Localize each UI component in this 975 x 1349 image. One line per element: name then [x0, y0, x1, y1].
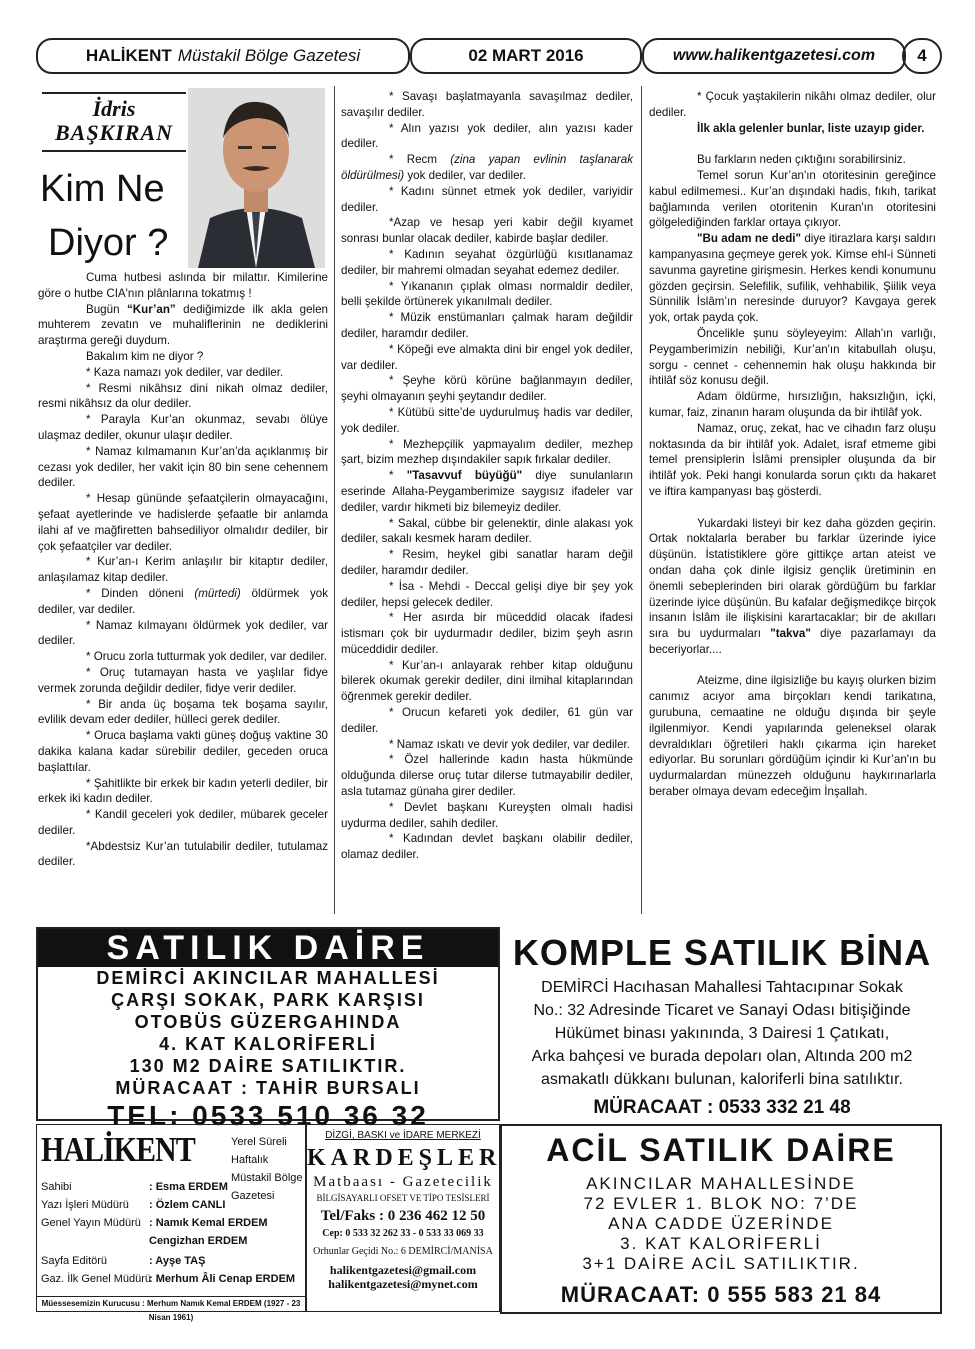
paragraph: Öncelikle şunu söyleyeyim: Allah'ın varlığı, Peygamberimizin nebiliği, Kur’an'ın kitabullah oluşu, sorgu - cennet - cehennemin hak oluşu hakkında bir ihtilâf söz konusu değil.	[649, 326, 936, 388]
printer-name: KARDEŞLER	[307, 1145, 502, 1171]
paragraph: * "Tasavvuf büyüğü" diye sunulanların eserinde Allaha-Peygamberimize saygısız ifadeler var dediler, vardır hikmeti biz bilemeyiz dediler.	[341, 469, 633, 514]
paragraph: * Her asırda bir müceddid olacak ifadesi istismarı çok bir uydurmadır dediler, bizim şeyh asrın müceddidir dediler.	[341, 611, 633, 656]
paragraph: * Sakal, cübbe bir gelenektir, dinle alakası yok dediler, sakalı kesmek haram dediler.	[341, 516, 633, 546]
paragraph: Yukardaki listeyi bir kez daha gözden geçirin. Ortak noktalarla beraber bu farklar üzerinde iyice düşünün. İstatistiklere göre gittikçe artan ateist ve ondan daha çok dinle ilgisiz gençlik üretiminin en önemli sebeplerinden biri olarak gördüğüm bu farklar üzerinde iyice düşünün. Bu kafalar değişmedikçe birçok insanın İslâm ile ilişkisini karartacaklar; bir de akılları sıra bu uydurmaları "takva" diye pazarlamayı da beceriyorlar....	[649, 516, 936, 656]
headline-line-2: Diyor ?	[48, 222, 169, 264]
ad-line: Hükümet binası yakınında, 3 Dairesi 1 Çatıkatı,	[554, 1025, 890, 1042]
paragraph: * Kadından devlet başkanı olabilir dediler, olamaz dediler.	[341, 832, 633, 862]
ad-contact: MÜRACAAT : 0533 332 21 48	[593, 1097, 851, 1118]
paragraph: * Kur’an-ı Kerim anlaşılır bir kitaptır dediler, anlaşılamaz kitap dediler.	[38, 555, 328, 585]
masthead-founder: Müessesemizin Kurucusu : Merhum Namık Kemal ERDEM (1927 - 23 Nisan 1961)	[37, 1296, 305, 1311]
printer-type: Matbaası - Gazetecilik	[313, 1174, 493, 1190]
paragraph: * Kur’an-ı anlayarak rehber kitap olduğunu bilerek okumak gerekir dediler, dini ilmihal kitaplarından öğrenmek gerekir dediler.	[341, 658, 633, 704]
newspaper-name: HALİKENT	[85, 46, 172, 65]
column-divider	[641, 86, 642, 914]
ad-line: 4. KAT KALORİFERLİ	[159, 1034, 377, 1054]
ad-line: AKINCILAR MAHALLESİNDE	[586, 1174, 856, 1193]
row-value: : Ayşe TAŞ	[149, 1255, 206, 1267]
paragraph: * Namaz kılmayanı öldürmek yok dediler, var dediler.	[38, 618, 328, 648]
paragraph: İlk akla gelenler bunlar, liste uzayıp gider.	[697, 121, 925, 135]
ad-contact: MÜRACAAT: 0 555 583 21 84	[560, 1282, 882, 1307]
ad-line: No.: 32 Adresinde Ticaret ve Sanayi Odası bitişiğinde	[533, 1002, 911, 1019]
paragraph: * Yıkananın çıplak olması normaldir dediler, belli şekilde örtünerek yıkanılmalı dediler.	[341, 279, 633, 309]
ad-line: Arka bahçesi ve burada depoları olan, Altında 200 m2	[531, 1048, 913, 1065]
printer-mobile: Cep: 0 533 32 262 33 - 0 533 33 069 33	[322, 1228, 484, 1239]
printer-phone: Tel/Faks : 0 236 462 12 50	[320, 1208, 486, 1224]
masthead-logo: HALİKENT	[41, 1131, 195, 1169]
paragraph: * Bir anda üç boşama tek boşama sayılır, evlilik devam eder dediler, hülleci gerek dediler.	[38, 697, 328, 727]
paragraph: * Oruca başlama vakti güneş doğuş vaktine 30 dakika kalana kadar sürebilir dediler, geceden oruca başlattılar.	[38, 729, 328, 774]
paragraph: Bakalım kim ne diyor ?	[86, 349, 204, 363]
paragraph: Cuma hutbesi aslında bir milattır. Kimilerine göre o hutbe CIA'nın plânlarına tokatmış !	[38, 271, 328, 300]
printer-facilities: BİLGİSAYARLI OFSET VE TİPO TESİSLERİ	[316, 1193, 490, 1203]
paragraph: * Kadını sünnet etmek yok dediler, variyidir dediler.	[341, 184, 633, 214]
article-column-1	[38, 270, 328, 870]
ad-komple-satilik-bina	[506, 930, 938, 1122]
paragraph: * Mezhepçilik yapmayalım dediler, mezhep şart, bizim mezhep dışındakiler sapık fırkalar dediler.	[341, 437, 633, 467]
masthead-row	[41, 1217, 268, 1229]
paragraph: * Recm (zina yapan evlinin taşlanarak öldürülmesi) yok dediler, var dediler.	[341, 153, 633, 182]
author-first-name: İdris	[92, 96, 136, 121]
row-value: : Esma ERDEM	[149, 1181, 228, 1193]
website: www.halikentgazetesi.com	[642, 38, 906, 74]
printer-email-1: halikentgazetesi@gmail.com	[329, 1263, 477, 1277]
row-label: Sayfa Editörü	[41, 1255, 108, 1267]
row-label: Sahibi	[41, 1181, 72, 1193]
column-divider	[334, 86, 335, 914]
ad-title: SATILIK DAİRE	[38, 929, 498, 967]
paragraph: *Azap ve hesap yeri kabir değil kıyamet sonrası bunlar olacak dediler, kabirde başlar dediler.	[341, 216, 633, 246]
paragraph: *Abdestsiz Kur’an tutulabilir dediler, tutulamaz dediler.	[38, 839, 328, 869]
paragraph: * Savaşı başlatmayanla savaşılmaz dediler, savaşılır dediler.	[341, 90, 633, 119]
paragraph: * Oruç tutamayan hasta ve yaşlılar fidye vermek zorunda değildir dediler, fidye verir dediler.	[38, 665, 328, 695]
ad-acil-satilik-daire	[500, 1124, 942, 1314]
ad-line: 130 M2 DAİRE SATILIKTIR.	[129, 1056, 407, 1076]
paragraph: * Şahitlikte bir erkek bir kadın yeterli dediler, bir erkek iki kadın dediler.	[38, 776, 328, 806]
row-value: : Namık Kemal ERDEM	[149, 1217, 268, 1229]
paragraph: * Orucu zorla tutturmak yok dediler, var dediler.	[86, 650, 327, 664]
ad-line: DEMİRCİ Hacıhasan Mahallesi Tahtacıpınar Sokak	[541, 979, 903, 996]
ad-title: KOMPLE SATILIK BİNA	[512, 932, 932, 973]
paragraph: * Kaza namazı yok dediler, var dediler.	[86, 365, 284, 379]
paragraph: Namaz, oruç, zekat, hac ve cihadın farz oluşu noktasında da bir ihtilâf yok. Adalet, israf etmeme gibi temel prensiplerin İslâmi prensipler oluşunda da bir ihtilâf yok. Peki hangi konularda sorun çıktı da hakaret ve iftira kampanyası baş gösterdi.	[649, 421, 936, 498]
ad-line: 72 EVLER 1. BLOK NO: 7’DE	[583, 1194, 859, 1213]
masthead-box	[36, 1124, 306, 1322]
paragraph: * Hesap gününde şefaatçilerin olmayacağını, şefaat ayetlerinde ve hadislerde şefaatle bir anlamda ilahi af ve mağfiretten bahsediliyor olmalıdır dediler, bir çok şefaatçiler var dediler.	[38, 492, 328, 553]
row-value: Cengizhan ERDEM	[149, 1235, 248, 1247]
newspaper-name-box	[36, 38, 410, 74]
ad-line: OTOBÜS GÜZERGAHINDA	[134, 1012, 402, 1032]
masthead-sub2: Müstakil Bölge Gazetesi	[231, 1172, 303, 1202]
paragraph: * Namaz ıskatı ve devir yok dediler, var dediler.	[389, 737, 630, 751]
paragraph: * Resmi nikâhsız dini nikah olmaz dediler, resmi nikâhsız da olur dediler.	[38, 381, 328, 411]
author-photo	[188, 88, 325, 268]
ad-line: 3+1 DAİRE ACİL SATILIKTIR.	[582, 1254, 860, 1273]
author-last-name: BAŞKIRAN	[54, 120, 174, 145]
paragraph: Ateizme, dine ilgisizliğe bu kayış olurken bizim canımız acıyor ama birçokları kendi tarikatına, gurubuna, cemaatine ne olduğu dışında bir şeyle ilgilenmiyor. Kendi yapılarında geleneksel olarak devraldıkları öğretileri haklı çıkarma için hareket ediyorlar. Bu sorunları gördüğüm içindir ki Kur’an'ın bu uydurmalardan münezzeh olduğunu haykırınarlarla beraber olmaya devam edeceğim İnşallah.	[649, 674, 936, 799]
printer-box	[306, 1124, 500, 1312]
paragraph: * Devlet başkanı Kureyşten olmalı hadisi uydurma dediler, sahih dediler.	[341, 800, 633, 830]
masthead-row	[41, 1181, 228, 1193]
paragraph: * Müzik enstümanları çalmak haram değildir dediler, haramdır dediler.	[341, 311, 633, 340]
row-label: Yazı İşleri Müdürü	[41, 1199, 129, 1211]
author-box	[42, 92, 186, 152]
ad-line: ANA CADDE ÜZERİNDE	[608, 1214, 834, 1233]
headline-line-1: Kim Ne	[40, 168, 165, 210]
masthead-row	[41, 1273, 296, 1285]
paragraph: Bugün “Kur’an” dediğimizde ilk akla gelen muhterem zevatın ve muhaliflerinin ne dediklerini araştırma gereği duydum.	[38, 302, 328, 348]
ad-satilik-daire	[36, 927, 500, 1131]
article-column-2	[341, 89, 633, 863]
page-number: 4	[902, 38, 942, 74]
ad-title: ACİL SATILIK DAİRE	[546, 1132, 896, 1168]
paragraph: Adam öldürme, hırsızlığın, haksızlığın, içki, kumar, faiz, zinanın haram oluşunda da bir ihtilâf yok.	[649, 390, 936, 419]
paragraph: Temel sorun Kur’an'ın otoritesinin gereğince kabul edilmemesi.. Kur’an dışındaki hadis, fıkıh, tarikat bağlamında verilen otoritenin Kuran'ın otoritesini gölgelediğinden farklar ortaya çıkıyor.	[649, 168, 936, 230]
ad-phone: TEL: 0533 510 36 32	[107, 1100, 429, 1131]
masthead-row	[41, 1255, 206, 1267]
paragraph: * Dinden döneni (mürtedi) öldürmek yok dediler, var dediler.	[38, 586, 328, 616]
paragraph: * Namaz kılmamanın Kur’an’da açıklanmış bir cezası yok dediler, her vakit için 80 bin sene cehennem dediler.	[38, 444, 328, 490]
masthead-subtitle	[231, 1133, 311, 1205]
printer-email-2: halikentgazetesi@mynet.com	[328, 1277, 478, 1291]
paragraph: "Bu adam ne dedi" diye itirazlara karşı saldırı kampanyasına geçmeye gerek yok. Kimse ehl-i Sünneti savunma gayretine girişmesin. Herkes kendi konumunu gözden geçirsin. Selefilik, sufilik, vehhabilik, Şiilik veya Sünnilik İslâm’ın neresinde duruyor? Kavgaya gerek yok, ortak payda çok.	[649, 232, 936, 325]
paragraph: * İsa - Mehdi - Deccal gelişi diye bir şey yok dediler, hepsi gelecek dediler.	[341, 579, 633, 609]
printer-heading: DİZGİ, BASKI ve İDARE MERKEZİ	[325, 1130, 481, 1141]
paragraph: * Resim, heykel gibi sanatlar haram değil dediler, haramdır dediler.	[341, 548, 633, 577]
paragraph: * Orucun kefareti yok dediler, 61 gün var dediler.	[341, 706, 633, 735]
ad-line: ÇARŞI SOKAK, PARK KARŞISI	[111, 990, 425, 1010]
page-header	[36, 38, 940, 72]
row-label: Gaz. İlk Genel Müdürü	[41, 1273, 152, 1285]
ad-line: asmakatlı dükkanı bulunan, kaloriferli bina satılıktır.	[541, 1071, 903, 1088]
paragraph: * Kadının seyahat özgürlüğü kısıtlanamaz dediler, bir mahremi olmadan seyahat edemez dediler.	[341, 247, 633, 277]
paragraph: * Özel hallerinde kadın hasta hükmünde olduğunda dilerse oruç tutar dilerse tutmayabilir dediler, asla tutamaz günaha girer dediler.	[341, 753, 633, 799]
paragraph: * Alın yazısı yok dediler, alın yazısı kader dediler.	[341, 121, 633, 151]
paragraph: * Kütübü sitte’de uydurulmuş hadis var dediler, yok dediler.	[341, 405, 633, 435]
masthead-sub1: Yerel Süreli Haftalık	[231, 1136, 287, 1166]
ad-line: MÜRACAAT : TAHİR BURSALI	[115, 1078, 421, 1098]
issue-date: 02 MART 2016	[410, 38, 642, 74]
masthead-row	[41, 1199, 226, 1211]
paragraph: * Parayla Kur’an okunmaz, sevabı ölüye ulaşmaz dediler, okunur ulaşır dediler.	[38, 413, 328, 442]
paragraph: Bu farkların neden çıktığını sorabilirsiniz.	[697, 153, 906, 167]
ad-line: 3. KAT KALORİFERLİ	[620, 1234, 822, 1253]
row-value: : Merhum Âli Cenap ERDEM	[149, 1273, 296, 1285]
article-column-3	[649, 89, 936, 800]
paragraph: * Köpeği eve almakta dini bir engel yok dediler, var dediler.	[341, 342, 633, 372]
newspaper-subtitle: Müstakil Bölge Gazetesi	[177, 46, 361, 65]
printer-address: Orhunlar Geçidi No.: 6 DEMİRCİ/MANİSA	[313, 1246, 493, 1257]
paragraph: * Kandil geceleri yok dediler, mübarek geceler dediler.	[38, 808, 328, 837]
row-value: : Özlem CANLI	[149, 1199, 226, 1211]
paragraph: * Çocuk yaştakilerin nikâhı olmaz dediler, olur dediler.	[649, 90, 936, 119]
row-label: Genel Yayın Müdürü	[41, 1217, 141, 1229]
paragraph: * Şeyhe körü körüne bağlanmayın dediler, şeyhi olmayanın şeyhi şeytandır dediler.	[341, 374, 633, 404]
ad-line: DEMİRCİ AKINCILAR MAHALLESİ	[96, 968, 440, 988]
